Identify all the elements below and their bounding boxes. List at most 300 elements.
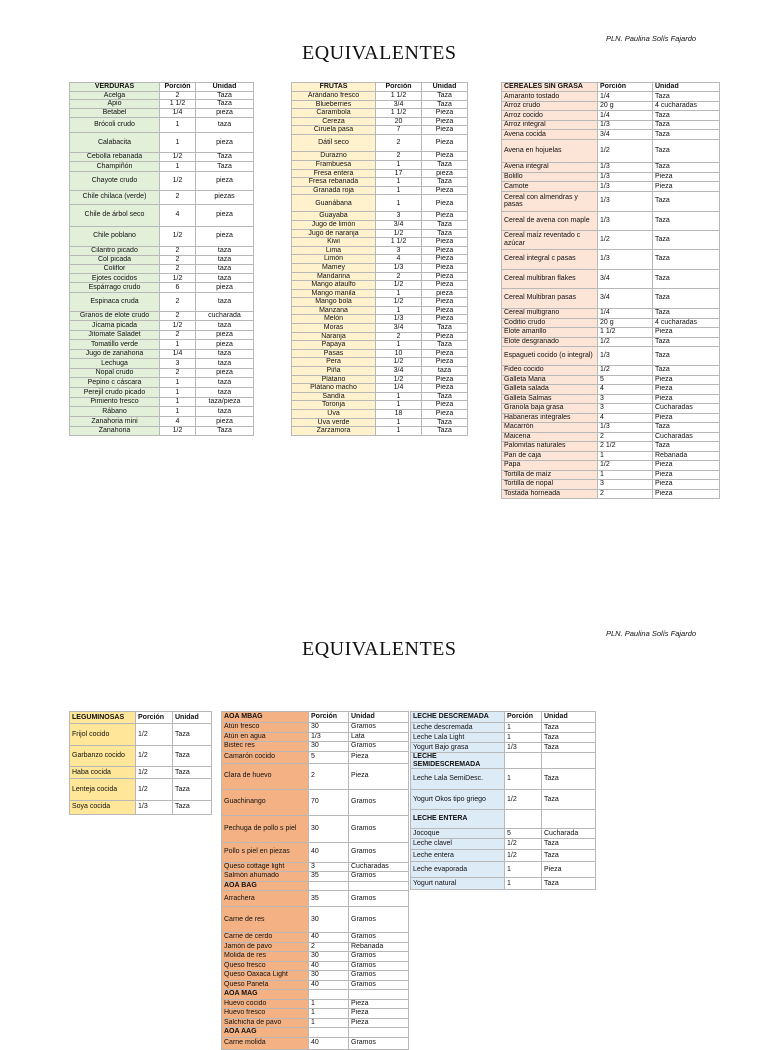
table-row — [70, 118, 254, 133]
table-row — [502, 422, 720, 432]
food-name: Espagueti cocido (o integral) — [502, 346, 598, 365]
table-row — [70, 368, 254, 378]
portion-cell: 1 1/2 — [160, 100, 196, 109]
portion-cell: 3 — [598, 403, 653, 413]
unit-cell: Pieza — [349, 763, 409, 789]
portion-cell: 1/2 — [598, 231, 653, 250]
portion-cell: 1 — [376, 427, 422, 436]
portion-cell: 2 — [160, 292, 196, 311]
table-row — [70, 274, 254, 283]
portion-cell: 2 — [160, 246, 196, 256]
food-name: Espinaca cruda — [70, 292, 160, 311]
food-name: Jícama picada — [70, 321, 160, 331]
food-name: Leche Lala SemiDesc. — [411, 769, 505, 790]
unit-cell — [349, 990, 409, 1000]
unit-cell: taza — [196, 387, 254, 397]
section-header: AOA MAG — [222, 990, 309, 1000]
unit-cell: Taza — [542, 769, 596, 790]
unit-cell: pieza — [196, 226, 254, 246]
food-name: Cereal integral c pasas — [502, 250, 598, 270]
portion-cell: 2 — [309, 942, 349, 952]
unit-cell: Pieza — [349, 999, 409, 1009]
unit-cell: Pieza — [422, 349, 468, 358]
portion-cell: 2 — [160, 256, 196, 265]
unit-cell: Taza — [422, 100, 468, 109]
unit-cell: Pieza — [542, 862, 596, 878]
food-name: Arrachera — [222, 891, 309, 907]
portion-cell: 1 — [160, 407, 196, 417]
table-row — [222, 789, 409, 815]
table-row — [502, 250, 720, 270]
unit-cell: pieza — [196, 330, 254, 340]
food-name: Uva — [292, 410, 376, 419]
unit-cell: Taza — [196, 153, 254, 162]
table-row — [70, 330, 254, 340]
column-header: Porción — [598, 83, 653, 92]
column-header: Unidad — [542, 712, 596, 723]
table-row — [502, 470, 720, 479]
portion-cell: 1/3 — [598, 346, 653, 365]
portion-cell: 2 — [598, 489, 653, 498]
portion-cell: 4 — [598, 384, 653, 394]
portion-cell: 5 — [309, 751, 349, 763]
food-name: Zanahoria mini — [70, 417, 160, 427]
unit-cell: Taza — [173, 724, 212, 746]
aoa-table — [221, 711, 409, 1050]
portion-cell: 1/2 — [376, 358, 422, 367]
table-row — [502, 451, 720, 460]
table-row — [502, 192, 720, 212]
food-name: Queso fresco — [222, 961, 309, 971]
table-row — [70, 132, 254, 153]
unit-cell: taza — [196, 264, 254, 274]
food-name: Mamey — [292, 263, 376, 272]
portion-cell: 1 — [376, 401, 422, 410]
food-name: Frambuesa — [292, 160, 376, 169]
table-row — [70, 378, 254, 388]
unit-cell: Pieza — [422, 195, 468, 212]
food-name: Pera — [292, 358, 376, 367]
portion-cell — [309, 881, 349, 891]
unit-cell: piezas — [196, 190, 254, 204]
table-header-row — [292, 83, 468, 92]
table-row — [70, 359, 254, 369]
unit-cell: Taza — [422, 341, 468, 350]
unit-cell: Pieza — [422, 306, 468, 315]
unit-cell: Taza — [653, 111, 720, 121]
food-name: Apio — [70, 100, 160, 109]
food-name: Coditio crudo — [502, 318, 598, 327]
table-row — [292, 238, 468, 247]
unit-cell: taza — [196, 118, 254, 133]
leche-table — [410, 711, 596, 890]
table-row — [70, 387, 254, 397]
column-header: Unidad — [422, 83, 468, 92]
portion-cell — [505, 753, 542, 769]
food-name: Uva verde — [292, 418, 376, 427]
portion-cell: 2 — [160, 264, 196, 274]
portion-cell: 1 — [376, 160, 422, 169]
unit-cell: Gramos — [349, 952, 409, 962]
table-row — [70, 204, 254, 226]
portion-cell: 35 — [309, 891, 349, 907]
food-name: Yogurt natural — [411, 878, 505, 890]
unit-cell: Pieza — [422, 410, 468, 419]
table-row — [70, 246, 254, 256]
food-name: Carne de res — [222, 907, 309, 933]
food-name: Carne de cerdo — [222, 933, 309, 943]
unit-cell: Pieza — [422, 401, 468, 410]
table-row — [502, 375, 720, 384]
food-name: Melón — [292, 315, 376, 324]
portion-cell: 1 — [376, 186, 422, 195]
unit-cell: Taza — [542, 723, 596, 733]
unit-cell: Pieza — [653, 489, 720, 498]
food-name: Bistec res — [222, 742, 309, 752]
food-name: Carambola — [292, 109, 376, 118]
portion-cell: 1/2 — [376, 375, 422, 384]
food-name: Camote — [502, 182, 598, 192]
portion-cell: 1/4 — [160, 349, 196, 359]
unit-cell: taza — [196, 407, 254, 417]
table-row — [222, 999, 409, 1009]
unit-cell: Taza — [422, 392, 468, 401]
table-row — [292, 315, 468, 324]
portion-cell: 7 — [376, 126, 422, 135]
food-name: Arroz integral — [502, 121, 598, 130]
table-row — [70, 746, 212, 767]
food-name: Nopal crudo — [70, 368, 160, 378]
unit-cell: Cucharadas — [653, 403, 720, 413]
table-row — [70, 100, 254, 109]
table-row — [222, 872, 409, 882]
table-row — [502, 92, 720, 102]
food-name: Jugo de zanahoria — [70, 349, 160, 359]
unit-cell: Taza — [653, 130, 720, 140]
food-name: Avena en hojuelas — [502, 140, 598, 163]
unit-cell: Pieza — [653, 470, 720, 479]
unit-cell: Pieza — [422, 375, 468, 384]
unit-cell: Taza — [542, 878, 596, 890]
unit-cell: Gramos — [349, 891, 409, 907]
table-row — [502, 403, 720, 413]
table-row — [502, 121, 720, 130]
unit-cell: pieza — [196, 204, 254, 226]
unit-cell: Pieza — [422, 281, 468, 290]
unit-cell: Pieza — [422, 246, 468, 255]
unit-cell: Cucharadas — [349, 862, 409, 872]
table-row — [502, 211, 720, 231]
portion-cell: 1/2 — [160, 226, 196, 246]
food-name: Mango ataulfo — [292, 281, 376, 290]
table-row — [222, 933, 409, 943]
portion-cell: 1/3 — [598, 121, 653, 130]
food-name: Ciruela pasa — [292, 126, 376, 135]
unit-cell: Taza — [653, 162, 720, 173]
table-row — [292, 367, 468, 376]
unit-cell: Gramos — [349, 980, 409, 990]
portion-cell: 1 — [160, 340, 196, 350]
table-row — [70, 162, 254, 172]
table-row — [292, 281, 468, 290]
food-name: Tostada horneada — [502, 489, 598, 498]
portion-cell — [309, 1028, 349, 1038]
table-row — [292, 324, 468, 333]
portion-cell: 1 — [309, 1009, 349, 1019]
table-row — [292, 427, 468, 436]
portion-cell: 1/2 — [136, 767, 173, 779]
food-name: Champiñón — [70, 162, 160, 172]
table-row — [502, 394, 720, 403]
unit-cell: taza — [196, 378, 254, 388]
unit-cell — [349, 881, 409, 891]
unit-cell: Gramos — [349, 1037, 409, 1050]
food-name: Pimiento fresco — [70, 397, 160, 407]
table-row — [70, 292, 254, 311]
portion-cell: 2 1/2 — [598, 441, 653, 451]
table-row — [292, 401, 468, 410]
food-name: Yogurt Okos tipo griego — [411, 789, 505, 810]
unit-cell: Gramos — [349, 907, 409, 933]
food-name: Piña — [292, 367, 376, 376]
unit-cell: Cucharada — [542, 829, 596, 839]
food-name: Fresa rebanada — [292, 178, 376, 187]
table-header-row — [411, 712, 596, 723]
portion-cell: 1/3 — [309, 732, 349, 742]
food-name: Ejotes cocidos — [70, 274, 160, 283]
portion-cell: 3 — [309, 862, 349, 872]
unit-cell: Taza — [653, 92, 720, 102]
table-row — [502, 489, 720, 498]
portion-cell: 40 — [309, 1037, 349, 1050]
unit-cell: Taza — [542, 789, 596, 810]
table-row — [411, 810, 596, 829]
column-header: Porción — [376, 83, 422, 92]
portion-cell: 1/2 — [598, 337, 653, 346]
food-name: Cereal maíz reventado c azúcar — [502, 231, 598, 250]
food-name: Pan de caja — [502, 451, 598, 460]
table-row — [502, 460, 720, 470]
food-name: Cereal Multibran pasas — [502, 289, 598, 309]
unit-cell: Pieza — [422, 384, 468, 393]
table-row — [411, 862, 596, 878]
food-name: Frijol cocido — [70, 724, 136, 746]
verduras-table — [69, 82, 254, 436]
table-row — [502, 130, 720, 140]
portion-cell: 1/2 — [505, 839, 542, 850]
unit-cell: Taza — [196, 426, 254, 436]
food-name: Amaranto tostado — [502, 92, 598, 102]
portion-cell: 30 — [309, 952, 349, 962]
portion-cell: 1 — [376, 178, 422, 187]
food-name: Jamón de pavo — [222, 942, 309, 952]
table-row — [502, 269, 720, 289]
unit-cell: Pieza — [422, 134, 468, 151]
portion-cell: 1/2 — [136, 746, 173, 767]
portion-cell: 1/2 — [376, 298, 422, 307]
table-row — [292, 375, 468, 384]
table-row — [502, 289, 720, 309]
food-name: Huevo fresco — [222, 1009, 309, 1019]
food-name: Jugo de limón — [292, 220, 376, 229]
portion-cell: 1/2 — [136, 779, 173, 801]
unit-cell — [542, 753, 596, 769]
table-row — [222, 891, 409, 907]
table-row — [70, 779, 212, 801]
unit-cell: Taza — [542, 733, 596, 743]
food-name: Chile chilaca (verde) — [70, 190, 160, 204]
unit-cell: Pieza — [349, 751, 409, 763]
table-row — [502, 337, 720, 346]
unit-cell: Pieza — [653, 460, 720, 470]
food-name: Betabel — [70, 108, 160, 118]
portion-cell: 1 — [160, 162, 196, 172]
unit-cell: taza — [196, 292, 254, 311]
food-name: Lima — [292, 246, 376, 255]
unit-cell: pieza — [422, 169, 468, 178]
food-name: Tortilla de maíz — [502, 470, 598, 479]
cereales-table — [501, 82, 720, 499]
unit-cell: Gramos — [349, 842, 409, 862]
table-row — [222, 1028, 409, 1038]
portion-cell: 1/2 — [505, 850, 542, 862]
food-name: Elote amarillo — [502, 327, 598, 337]
food-name: Granola baja grasa — [502, 403, 598, 413]
food-name: Bolillo — [502, 173, 598, 182]
table-row — [70, 397, 254, 407]
table-row — [70, 190, 254, 204]
food-name: Lechuga — [70, 359, 160, 369]
table-header-row — [70, 83, 254, 92]
page-title-2: EQUIVALENTES — [302, 638, 457, 660]
portion-cell: 1/2 — [505, 789, 542, 810]
food-name: Jocoque — [411, 829, 505, 839]
table-row — [70, 171, 254, 190]
portion-cell: 1/4 — [598, 308, 653, 318]
food-name: Cereal de avena con maple — [502, 211, 598, 231]
column-header: CEREALES SIN GRASA — [502, 83, 598, 92]
author-label-2: PLN. Paulina Solís Fajardo — [606, 629, 697, 638]
food-name: Carne molida — [222, 1037, 309, 1050]
table-row — [222, 815, 409, 842]
portion-cell: 2 — [309, 763, 349, 789]
portion-cell: 1/4 — [598, 111, 653, 121]
unit-cell: Taza — [542, 743, 596, 753]
table-row — [292, 418, 468, 427]
table-row — [292, 410, 468, 419]
food-name: Elote desgranado — [502, 337, 598, 346]
table-row — [502, 327, 720, 337]
food-name: Durazno — [292, 151, 376, 160]
portion-cell: 4 — [376, 255, 422, 264]
portion-cell: 1 1/2 — [376, 92, 422, 101]
unit-cell: Gramos — [349, 872, 409, 882]
unit-cell: pieza — [196, 283, 254, 293]
food-name: Brócoli crudo — [70, 118, 160, 133]
food-name: Zanahoria — [70, 426, 160, 436]
food-name: Haba cocida — [70, 767, 136, 779]
unit-cell: Taza — [653, 231, 720, 250]
portion-cell: 1 — [376, 392, 422, 401]
portion-cell: 1 — [505, 733, 542, 743]
section-header: LECHE ENTERA — [411, 810, 505, 829]
table-row — [222, 942, 409, 952]
table-row — [411, 723, 596, 733]
unit-cell: Pieza — [653, 394, 720, 403]
portion-cell: 1/3 — [376, 263, 422, 272]
portion-cell: 30 — [309, 723, 349, 733]
table-row — [222, 907, 409, 933]
table-row — [502, 231, 720, 250]
table-row — [292, 229, 468, 238]
table-row — [222, 862, 409, 872]
table-row — [222, 742, 409, 752]
unit-cell: Pieza — [422, 212, 468, 221]
portion-cell: 2 — [160, 91, 196, 100]
food-name: Toronja — [292, 401, 376, 410]
portion-cell: 5 — [598, 375, 653, 384]
unit-cell — [349, 1028, 409, 1038]
food-name: Tomatillo verde — [70, 340, 160, 350]
table-row — [292, 246, 468, 255]
portion-cell: 40 — [309, 961, 349, 971]
table-row — [411, 733, 596, 743]
portion-cell: 6 — [160, 283, 196, 293]
unit-cell: taza — [196, 321, 254, 331]
unit-cell: Taza — [653, 308, 720, 318]
unit-cell: taza — [196, 359, 254, 369]
portion-cell: 1 — [160, 378, 196, 388]
leguminosas-table — [69, 711, 212, 815]
food-name: Maicena — [502, 432, 598, 441]
unit-cell: taza — [196, 256, 254, 265]
food-name: Soya cocida — [70, 801, 136, 815]
portion-cell: 1 — [376, 418, 422, 427]
food-name: Granada roja — [292, 186, 376, 195]
page-title: EQUIVALENTES — [302, 42, 457, 64]
portion-cell: 40 — [309, 980, 349, 990]
portion-cell: 2 — [376, 332, 422, 341]
portion-cell: 3 — [376, 246, 422, 255]
unit-cell: Pieza — [653, 327, 720, 337]
food-name: Mandarina — [292, 272, 376, 281]
unit-cell: pieza — [196, 108, 254, 118]
table-row — [411, 878, 596, 890]
unit-cell: Gramos — [349, 971, 409, 981]
food-name: Guachinango — [222, 789, 309, 815]
food-name: Cebolla rebanada — [70, 153, 160, 162]
unit-cell: pieza — [196, 417, 254, 427]
unit-cell: Taza — [653, 337, 720, 346]
table-row — [70, 349, 254, 359]
portion-cell: 3/4 — [598, 289, 653, 309]
food-name: Rábano — [70, 407, 160, 417]
table-row — [502, 413, 720, 422]
food-name: Atún en agua — [222, 732, 309, 742]
food-name: Chile poblano — [70, 226, 160, 246]
portion-cell: 1/2 — [160, 426, 196, 436]
unit-cell: Pieza — [422, 126, 468, 135]
portion-cell: 2 — [160, 311, 196, 321]
table-row — [292, 349, 468, 358]
unit-cell: Pieza — [422, 238, 468, 247]
column-header: Porción — [505, 712, 542, 723]
unit-cell: Pieza — [653, 182, 720, 192]
food-name: Leche clavel — [411, 839, 505, 850]
unit-cell: Pieza — [653, 375, 720, 384]
portion-cell: 1/3 — [376, 315, 422, 324]
table-row — [222, 763, 409, 789]
